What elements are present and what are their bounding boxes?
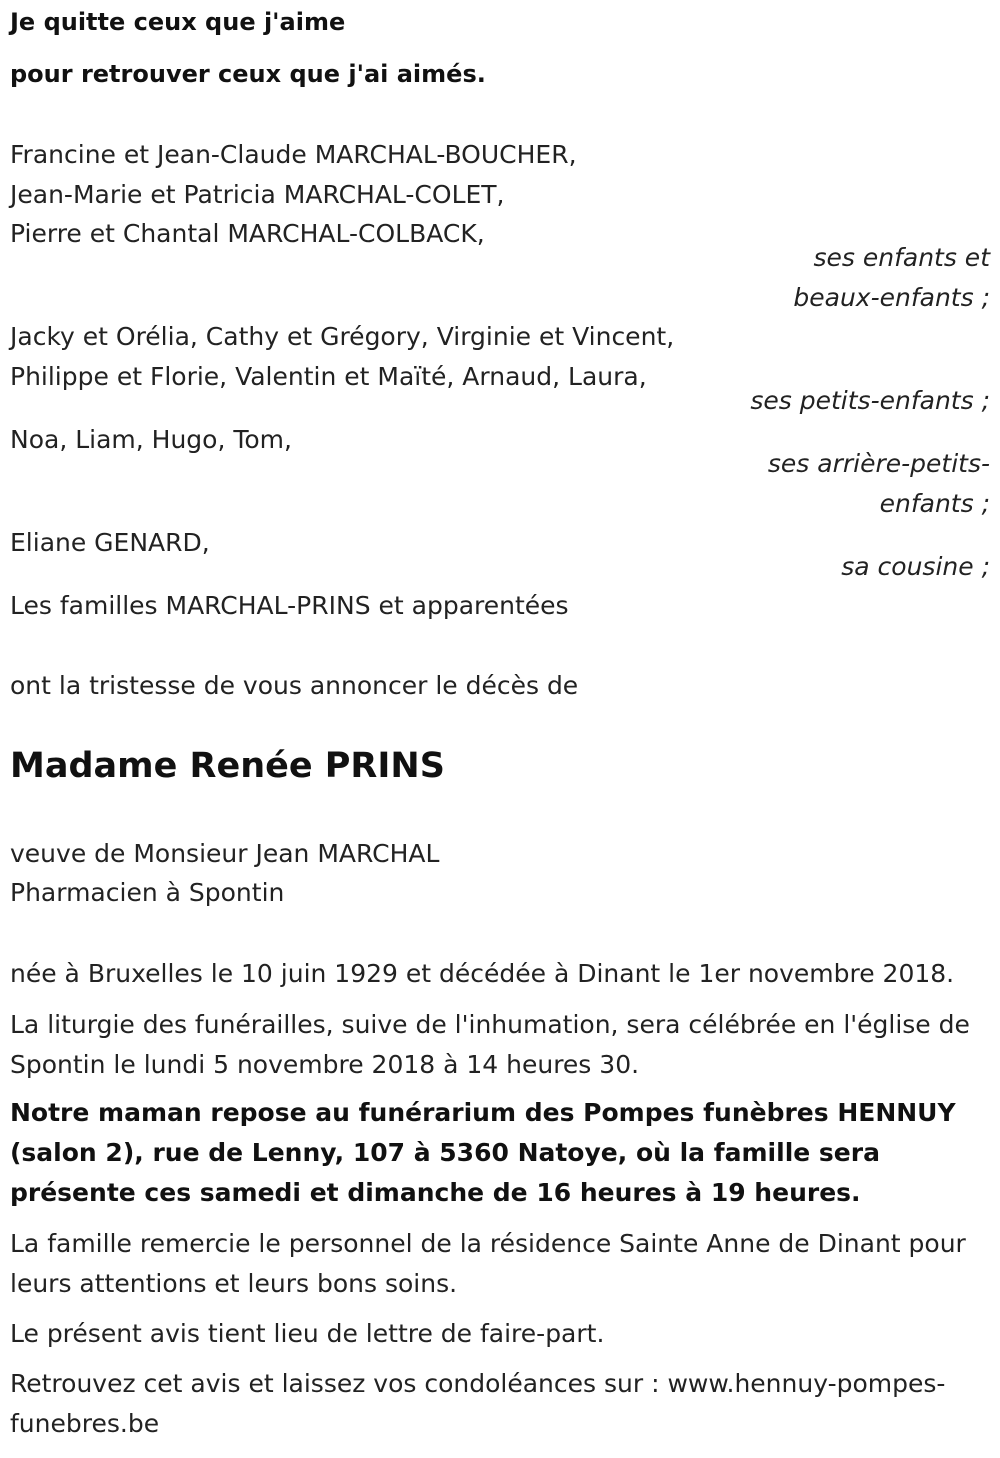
- quote-line-1: Je quitte ceux que j'aime: [10, 8, 346, 36]
- profession: Pharmacien à Spontin: [10, 878, 285, 907]
- announcement: ont la tristesse de vous annoncer le décès de: [10, 671, 579, 700]
- families: Les familles MARCHAL-PRINS et apparentées: [10, 591, 569, 620]
- great-grandchildren-names: Noa, Liam, Hugo, Tom,: [10, 425, 292, 454]
- thanks-text: La famille remercie le personnel de la résidence Sainte Anne de Dinant pour leurs attentions et leurs bons soins.: [10, 1229, 966, 1298]
- grandchildren-role: ses petits-enfants ;: [750, 386, 990, 415]
- cousin-role: sa cousine ;: [841, 552, 990, 581]
- children-name-2: Jean-Marie et Patricia MARCHAL-COLET,: [10, 180, 505, 209]
- widow-of: veuve de Monsieur Jean MARCHAL: [10, 839, 440, 868]
- condolences-text: Retrouvez cet avis et laissez vos condoléances sur : www.hennuy-pompes-funebres.be: [10, 1369, 946, 1438]
- great-grandchildren-role-line-1: ses arrière-petits-: [767, 449, 990, 478]
- great-grandchildren-role-line-2: enfants ;: [879, 489, 990, 518]
- birth-death-text: née à Bruxelles le 10 juin 1929 et décédée à Dinant le 1er novembre 2018.: [10, 959, 955, 988]
- children-name-3: Pierre et Chantal MARCHAL-COLBACK,: [10, 219, 485, 248]
- cousin-name: Eliane GENARD,: [10, 528, 210, 557]
- deceased-name: Madame Renée PRINS: [10, 746, 445, 786]
- children-role-line-1: ses enfants et: [813, 243, 990, 272]
- children-role-line-2: beaux-enfants ;: [793, 283, 990, 312]
- grandchildren-name-2: Philippe et Florie, Valentin et Maïté, Arnaud, Laura,: [10, 362, 647, 391]
- funerarium-text: Notre maman repose au funérarium des Pompes funèbres HENNUY (salon 2), rue de Lenny, 107 à 5360 Natoye, où la famille sera présente ces samedi et dimanche de 16 heures à 19 heures.: [10, 1098, 956, 1207]
- children-name-1: Francine et Jean-Claude MARCHAL-BOUCHER,: [10, 140, 577, 169]
- grandchildren-name-1: Jacky et Orélia, Cathy et Grégory, Virginie et Vincent,: [10, 322, 675, 351]
- liturgy-text: La liturgie des funérailles, suive de l'inhumation, sera célébrée en l'église de Spontin le lundi 5 novembre 2018 à 14 heures 30.: [10, 1010, 970, 1079]
- quote-line-2: pour retrouver ceux que j'ai aimés.: [10, 60, 486, 88]
- notice-text: Le présent avis tient lieu de lettre de faire-part.: [10, 1319, 605, 1348]
